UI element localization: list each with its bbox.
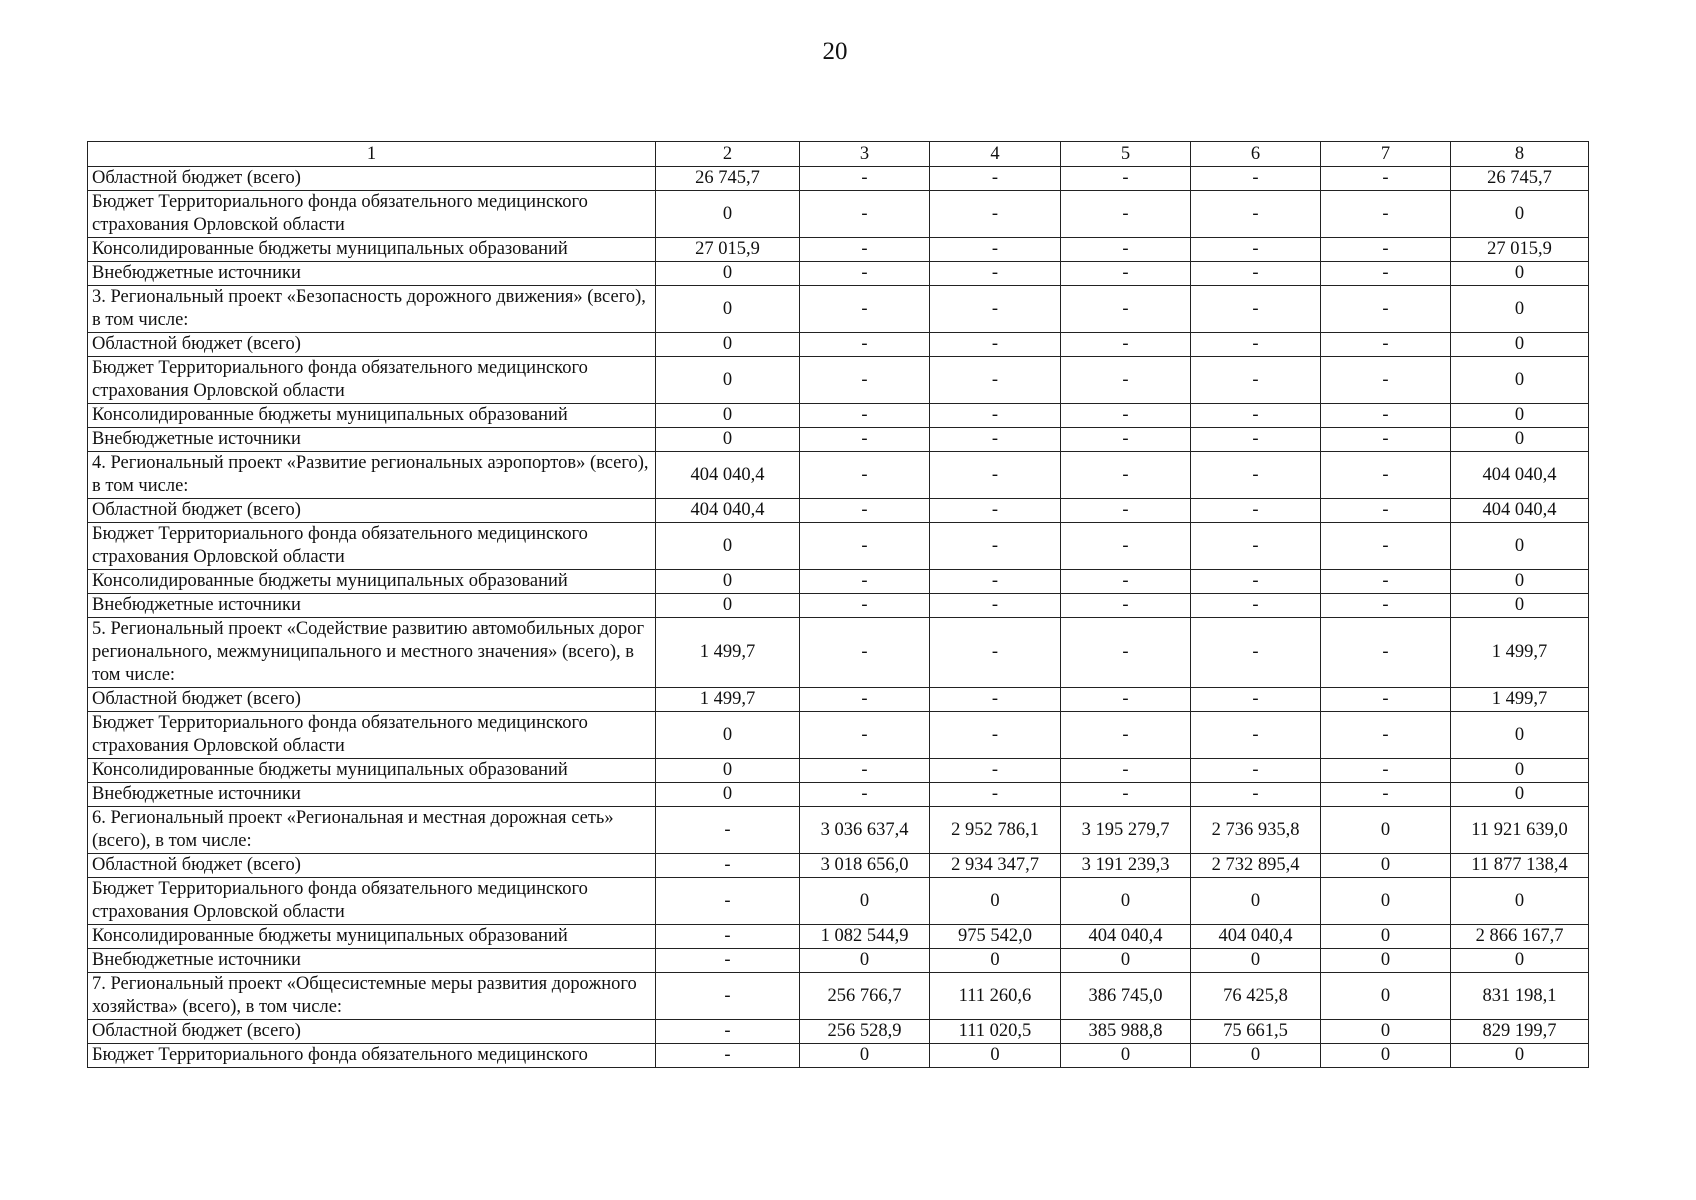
row-label: Бюджет Территориального фонда обязательного медицинского страхования Орловской области bbox=[88, 712, 656, 759]
table-cell: 975 542,0 bbox=[930, 925, 1061, 949]
table-cell: - bbox=[930, 262, 1061, 286]
table-cell: - bbox=[1061, 783, 1191, 807]
row-label: Консолидированные бюджеты муниципальных образований bbox=[88, 238, 656, 262]
row-label: Бюджет Территориального фонда обязательного медицинского bbox=[88, 1044, 656, 1068]
table-cell: - bbox=[1191, 286, 1321, 333]
table-cell: - bbox=[1321, 238, 1451, 262]
table-cell: - bbox=[1321, 333, 1451, 357]
row-label: 3. Региональный проект «Безопасность дорожного движения» (всего), в том числе: bbox=[88, 286, 656, 333]
table-cell: 27 015,9 bbox=[656, 238, 800, 262]
table-cell: - bbox=[656, 973, 800, 1020]
row-label: Областной бюджет (всего) bbox=[88, 688, 656, 712]
table-cell: - bbox=[1061, 594, 1191, 618]
table-cell: 385 988,8 bbox=[1061, 1020, 1191, 1044]
table-cell: 1 499,7 bbox=[656, 688, 800, 712]
table-cell: 0 bbox=[1061, 1044, 1191, 1068]
table-cell: 0 bbox=[656, 759, 800, 783]
table-cell: - bbox=[1321, 357, 1451, 404]
table-cell: 2 952 786,1 bbox=[930, 807, 1061, 854]
table-row bbox=[88, 807, 1589, 854]
table-cell: - bbox=[930, 594, 1061, 618]
row-label: 6. Региональный проект «Региональная и местная дорожная сеть» (всего), в том числе: bbox=[88, 807, 656, 854]
table-cell: - bbox=[1321, 570, 1451, 594]
header-row bbox=[88, 142, 1589, 167]
table-cell: 404 040,4 bbox=[656, 452, 800, 499]
table-cell: - bbox=[800, 570, 930, 594]
table-cell: - bbox=[1191, 452, 1321, 499]
table-row bbox=[88, 618, 1589, 688]
table-cell: - bbox=[800, 594, 930, 618]
table-cell: - bbox=[1061, 618, 1191, 688]
table-row bbox=[88, 238, 1589, 262]
table-cell: - bbox=[1061, 262, 1191, 286]
table-row bbox=[88, 404, 1589, 428]
table-cell: - bbox=[1321, 594, 1451, 618]
table-cell: 0 bbox=[656, 570, 800, 594]
table-cell: - bbox=[656, 925, 800, 949]
table-row bbox=[88, 523, 1589, 570]
table-cell: - bbox=[930, 428, 1061, 452]
table-cell: - bbox=[1321, 262, 1451, 286]
table-cell: - bbox=[1061, 452, 1191, 499]
table-cell: 0 bbox=[1451, 712, 1589, 759]
column-header: 5 bbox=[1061, 142, 1191, 167]
table-cell: - bbox=[800, 428, 930, 452]
table-cell: 0 bbox=[656, 404, 800, 428]
table-cell: - bbox=[1191, 688, 1321, 712]
table-cell: 0 bbox=[1321, 1044, 1451, 1068]
table-cell: - bbox=[1321, 428, 1451, 452]
table-cell: - bbox=[1061, 286, 1191, 333]
table-cell: - bbox=[1191, 333, 1321, 357]
table-cell: - bbox=[1191, 712, 1321, 759]
table-cell: - bbox=[930, 570, 1061, 594]
table-cell: 404 040,4 bbox=[1451, 499, 1589, 523]
table-cell: - bbox=[1061, 428, 1191, 452]
table-cell: - bbox=[800, 167, 930, 191]
table-cell: - bbox=[1321, 783, 1451, 807]
table-cell: - bbox=[800, 404, 930, 428]
table-cell: 2 732 895,4 bbox=[1191, 854, 1321, 878]
table-row bbox=[88, 783, 1589, 807]
table-cell: - bbox=[930, 286, 1061, 333]
table-cell: - bbox=[1191, 262, 1321, 286]
table-cell: 0 bbox=[656, 333, 800, 357]
table-cell: - bbox=[1061, 759, 1191, 783]
table-body bbox=[88, 167, 1589, 1068]
column-header: 3 bbox=[800, 142, 930, 167]
table-cell: - bbox=[656, 1020, 800, 1044]
table-cell: - bbox=[800, 191, 930, 238]
table-cell: - bbox=[1061, 523, 1191, 570]
table-cell: 404 040,4 bbox=[1061, 925, 1191, 949]
row-label: 5. Региональный проект «Содействие развитию автомобильных дорог регионального, межмуниципального и местного значения» (всего), в том числе: bbox=[88, 618, 656, 688]
table-row bbox=[88, 759, 1589, 783]
row-label: Областной бюджет (всего) bbox=[88, 499, 656, 523]
table-cell: - bbox=[1191, 618, 1321, 688]
table-cell: 0 bbox=[1451, 523, 1589, 570]
table-cell: - bbox=[1321, 404, 1451, 428]
table-row bbox=[88, 333, 1589, 357]
row-label: Областной бюджет (всего) bbox=[88, 1020, 656, 1044]
table-row bbox=[88, 1044, 1589, 1068]
table-cell: 0 bbox=[1061, 878, 1191, 925]
table-cell: - bbox=[1191, 428, 1321, 452]
row-label: Областной бюджет (всего) bbox=[88, 854, 656, 878]
table-cell: 0 bbox=[1451, 286, 1589, 333]
table-cell: - bbox=[1321, 618, 1451, 688]
table-cell: 3 018 656,0 bbox=[800, 854, 930, 878]
table-cell: - bbox=[930, 191, 1061, 238]
table-cell: - bbox=[800, 712, 930, 759]
table-cell: - bbox=[1321, 452, 1451, 499]
table-cell: 0 bbox=[1321, 878, 1451, 925]
table-cell: 0 bbox=[1451, 878, 1589, 925]
table-cell: - bbox=[930, 452, 1061, 499]
table-cell: 0 bbox=[1061, 949, 1191, 973]
table-cell: 0 bbox=[656, 286, 800, 333]
table-cell: - bbox=[1191, 570, 1321, 594]
table-cell: 11 921 639,0 bbox=[1451, 807, 1589, 854]
table-cell: 0 bbox=[656, 262, 800, 286]
table-cell: - bbox=[1061, 499, 1191, 523]
table-row bbox=[88, 854, 1589, 878]
table-cell: 0 bbox=[1451, 428, 1589, 452]
table-cell: - bbox=[1061, 570, 1191, 594]
table-cell: 0 bbox=[1321, 949, 1451, 973]
table-cell: 0 bbox=[800, 878, 930, 925]
table-cell: 1 499,7 bbox=[1451, 688, 1589, 712]
table-cell: 0 bbox=[930, 1044, 1061, 1068]
table-cell: - bbox=[656, 878, 800, 925]
table-row bbox=[88, 949, 1589, 973]
table-cell: 0 bbox=[930, 949, 1061, 973]
table-cell: - bbox=[1321, 688, 1451, 712]
table-cell: - bbox=[930, 523, 1061, 570]
table-cell: - bbox=[800, 523, 930, 570]
table-cell: 0 bbox=[1451, 333, 1589, 357]
table-row bbox=[88, 499, 1589, 523]
column-header: 2 bbox=[656, 142, 800, 167]
table-cell: 0 bbox=[1451, 949, 1589, 973]
column-header: 1 bbox=[88, 142, 656, 167]
table-row bbox=[88, 452, 1589, 499]
table-cell: - bbox=[1061, 357, 1191, 404]
table-row bbox=[88, 1020, 1589, 1044]
table-cell: - bbox=[1061, 404, 1191, 428]
table-cell: 0 bbox=[1321, 925, 1451, 949]
table-cell: 3 195 279,7 bbox=[1061, 807, 1191, 854]
table-cell: 26 745,7 bbox=[656, 167, 800, 191]
table-cell: - bbox=[930, 783, 1061, 807]
table-cell: 0 bbox=[1191, 1044, 1321, 1068]
table-cell: 111 020,5 bbox=[930, 1020, 1061, 1044]
table-cell: - bbox=[800, 783, 930, 807]
table-cell: - bbox=[1321, 712, 1451, 759]
table-cell: - bbox=[1191, 191, 1321, 238]
table-cell: 0 bbox=[1321, 807, 1451, 854]
table-cell: 26 745,7 bbox=[1451, 167, 1589, 191]
table-cell: 0 bbox=[1321, 1020, 1451, 1044]
table-cell: - bbox=[656, 949, 800, 973]
table-cell: - bbox=[1191, 238, 1321, 262]
table-cell: - bbox=[930, 712, 1061, 759]
table-cell: 831 198,1 bbox=[1451, 973, 1589, 1020]
table-cell: 256 528,9 bbox=[800, 1020, 930, 1044]
table-row bbox=[88, 167, 1589, 191]
column-header: 7 bbox=[1321, 142, 1451, 167]
table-row bbox=[88, 878, 1589, 925]
table-cell: 0 bbox=[800, 1044, 930, 1068]
table-cell: 0 bbox=[656, 523, 800, 570]
row-label: Внебюджетные источники bbox=[88, 949, 656, 973]
table-cell: 0 bbox=[800, 949, 930, 973]
table-cell: 76 425,8 bbox=[1191, 973, 1321, 1020]
table-cell: - bbox=[1321, 523, 1451, 570]
table-row bbox=[88, 357, 1589, 404]
table-cell: 111 260,6 bbox=[930, 973, 1061, 1020]
table-cell: - bbox=[930, 167, 1061, 191]
table-cell: - bbox=[1191, 594, 1321, 618]
column-header: 4 bbox=[930, 142, 1061, 167]
row-label: 4. Региональный проект «Развитие региональных аэропортов» (всего), в том числе: bbox=[88, 452, 656, 499]
table-cell: 404 040,4 bbox=[1451, 452, 1589, 499]
table-cell: - bbox=[1061, 688, 1191, 712]
table-cell: 75 661,5 bbox=[1191, 1020, 1321, 1044]
row-label: Внебюджетные источники bbox=[88, 262, 656, 286]
table-cell: 0 bbox=[1191, 949, 1321, 973]
table-row bbox=[88, 286, 1589, 333]
row-label: Внебюджетные источники bbox=[88, 428, 656, 452]
table-cell: - bbox=[656, 854, 800, 878]
table-cell: 0 bbox=[1191, 878, 1321, 925]
page-number: 20 bbox=[822, 38, 848, 65]
table-cell: - bbox=[1191, 759, 1321, 783]
row-label: Бюджет Территориального фонда обязательного медицинского страхования Орловской области bbox=[88, 878, 656, 925]
table-cell: 0 bbox=[656, 594, 800, 618]
table-cell: 2 866 167,7 bbox=[1451, 925, 1589, 949]
table-cell: - bbox=[1061, 191, 1191, 238]
table-row bbox=[88, 262, 1589, 286]
table-cell: 0 bbox=[1451, 570, 1589, 594]
table-cell: 0 bbox=[1451, 357, 1589, 404]
table-cell: - bbox=[930, 404, 1061, 428]
table-cell: - bbox=[800, 286, 930, 333]
table-cell: 27 015,9 bbox=[1451, 238, 1589, 262]
row-label: Консолидированные бюджеты муниципальных образований bbox=[88, 404, 656, 428]
table-cell: - bbox=[1191, 499, 1321, 523]
table-cell: 0 bbox=[1321, 973, 1451, 1020]
row-label: Областной бюджет (всего) bbox=[88, 333, 656, 357]
row-label: Областной бюджет (всего) bbox=[88, 167, 656, 191]
row-label: Консолидированные бюджеты муниципальных образований bbox=[88, 925, 656, 949]
table-cell: 3 191 239,3 bbox=[1061, 854, 1191, 878]
table-cell: 0 bbox=[1451, 404, 1589, 428]
table-cell: - bbox=[1321, 167, 1451, 191]
table-cell: - bbox=[800, 452, 930, 499]
table-cell: - bbox=[1061, 712, 1191, 759]
table-cell: - bbox=[1321, 191, 1451, 238]
table-cell: 0 bbox=[656, 428, 800, 452]
table-cell: 0 bbox=[1451, 262, 1589, 286]
table-cell: 1 082 544,9 bbox=[800, 925, 930, 949]
table-cell: - bbox=[1321, 499, 1451, 523]
table-cell: - bbox=[800, 333, 930, 357]
row-label: Внебюджетные источники bbox=[88, 783, 656, 807]
table-cell: 404 040,4 bbox=[656, 499, 800, 523]
table-cell: - bbox=[930, 357, 1061, 404]
table-cell: 2 736 935,8 bbox=[1191, 807, 1321, 854]
table-cell: 2 934 347,7 bbox=[930, 854, 1061, 878]
budget-table bbox=[87, 141, 1589, 1068]
table-cell: 0 bbox=[656, 712, 800, 759]
row-label: Консолидированные бюджеты муниципальных образований bbox=[88, 759, 656, 783]
table-cell: 3 036 637,4 bbox=[800, 807, 930, 854]
table-cell: - bbox=[800, 262, 930, 286]
table-row bbox=[88, 191, 1589, 238]
table-cell: 0 bbox=[1451, 1044, 1589, 1068]
table-cell: - bbox=[1191, 523, 1321, 570]
table-cell: - bbox=[930, 688, 1061, 712]
table-row bbox=[88, 570, 1589, 594]
table-cell: 0 bbox=[1451, 594, 1589, 618]
row-label: Бюджет Территориального фонда обязательного медицинского страхования Орловской области bbox=[88, 523, 656, 570]
table-cell: - bbox=[1061, 333, 1191, 357]
table-cell: - bbox=[800, 238, 930, 262]
table-row bbox=[88, 688, 1589, 712]
column-header: 6 bbox=[1191, 142, 1321, 167]
table-cell: - bbox=[1061, 238, 1191, 262]
table-cell: - bbox=[1191, 404, 1321, 428]
table-cell: - bbox=[930, 238, 1061, 262]
table-cell: 0 bbox=[656, 357, 800, 404]
table-cell: - bbox=[800, 688, 930, 712]
table-cell: - bbox=[1061, 167, 1191, 191]
table-cell: - bbox=[930, 499, 1061, 523]
table-cell: - bbox=[800, 499, 930, 523]
table-row bbox=[88, 428, 1589, 452]
table-cell: 1 499,7 bbox=[1451, 618, 1589, 688]
table-cell: 829 199,7 bbox=[1451, 1020, 1589, 1044]
table-cell: - bbox=[930, 759, 1061, 783]
table-cell: 0 bbox=[656, 191, 800, 238]
table-row bbox=[88, 594, 1589, 618]
table-cell: - bbox=[1191, 357, 1321, 404]
table-row bbox=[88, 925, 1589, 949]
row-label: Бюджет Территориального фонда обязательного медицинского страхования Орловской области bbox=[88, 357, 656, 404]
table-cell: 0 bbox=[1321, 854, 1451, 878]
table-cell: 0 bbox=[1451, 759, 1589, 783]
table-cell: - bbox=[1321, 759, 1451, 783]
table-cell: - bbox=[800, 618, 930, 688]
row-label: Консолидированные бюджеты муниципальных образований bbox=[88, 570, 656, 594]
table-header bbox=[88, 142, 1589, 167]
table-cell: - bbox=[930, 333, 1061, 357]
table-cell: 0 bbox=[1451, 191, 1589, 238]
row-label: 7. Региональный проект «Общесистемные меры развития дорожного хозяйства» (всего), в том числе: bbox=[88, 973, 656, 1020]
table-cell: - bbox=[656, 807, 800, 854]
table-cell: 11 877 138,4 bbox=[1451, 854, 1589, 878]
table-cell: 0 bbox=[1451, 783, 1589, 807]
table-cell: - bbox=[1191, 783, 1321, 807]
table-cell: - bbox=[1321, 286, 1451, 333]
row-label: Бюджет Территориального фонда обязательного медицинского страхования Орловской области bbox=[88, 191, 656, 238]
table-cell: 386 745,0 bbox=[1061, 973, 1191, 1020]
table-cell: 0 bbox=[930, 878, 1061, 925]
table-cell: 404 040,4 bbox=[1191, 925, 1321, 949]
table-cell: - bbox=[930, 618, 1061, 688]
table-cell: 0 bbox=[656, 783, 800, 807]
table-cell: - bbox=[800, 759, 930, 783]
table-cell: 256 766,7 bbox=[800, 973, 930, 1020]
table-cell: - bbox=[656, 1044, 800, 1068]
table-cell: 1 499,7 bbox=[656, 618, 800, 688]
column-header: 8 bbox=[1451, 142, 1589, 167]
row-label: Внебюджетные источники bbox=[88, 594, 656, 618]
table-cell: - bbox=[1191, 167, 1321, 191]
table-row bbox=[88, 712, 1589, 759]
table-cell: - bbox=[800, 357, 930, 404]
table-row bbox=[88, 973, 1589, 1020]
